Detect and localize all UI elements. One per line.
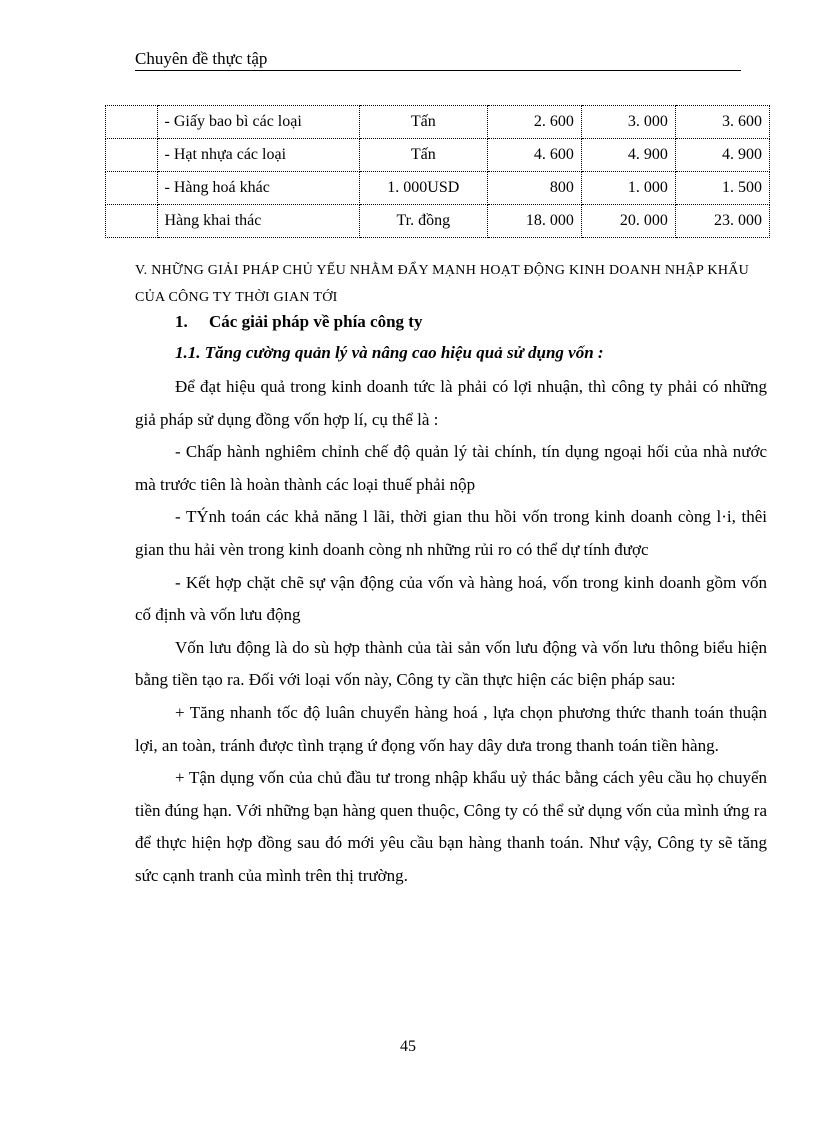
table-cell: 2. 600 [487, 106, 581, 139]
table-cell: 4. 900 [581, 139, 675, 172]
table-cell [106, 205, 158, 238]
table-row [106, 139, 770, 172]
paragraph: + Tận dụng vốn của chủ đầu tư trong nhập khẩu uỷ thác bằng cách yêu cầu họ chuyển tiền đúng hạn. Với những bạn hàng quen thuộc, Công ty có thể sử dụng vốn của mình ứng ra để thực hiện hợp đồng sau đó mới yêu cầu bạn hàng thanh toán. Như vậy, Công ty sẽ tăng sức cạnh tranh của mình trên thị trường. [135, 768, 767, 885]
table-cell: 18. 000 [487, 205, 581, 238]
body-text [135, 371, 767, 893]
table-row [106, 172, 770, 205]
table-cell [106, 172, 158, 205]
table-cell: - Hàng hoá khác [157, 172, 359, 205]
table-cell: 3. 000 [581, 106, 675, 139]
sub-heading [175, 312, 422, 332]
paragraph: - Chấp hành nghiêm chỉnh chế độ quản lý tài chính, tín dụng ngoại hối của nhà nước mà trước tiên là hoàn thành các loại thuế phải nộp [135, 442, 767, 494]
section-title: V. NHỮNG GIẢI PHÁP CHỦ YẾU NHẰM ĐẨY MẠNH HOẠT ĐỘNG KINH DOANH NHẬP KHẨU CỦA CÔNG TY THỜI GIAN TỚI [135, 263, 750, 305]
table-cell: - Giấy bao bì các loại [157, 106, 359, 139]
table-cell: 800 [487, 172, 581, 205]
sub-heading-text: Các giải pháp về phía công ty [209, 312, 423, 331]
table-cell: 1. 000 [581, 172, 675, 205]
table-cell: Tấn [359, 106, 487, 139]
table-cell: 3. 600 [675, 106, 769, 139]
paragraph: Vốn lưu động là do sù hợp thành của tài sản vốn lưu động và vốn lưu thông biểu hiện bằng tiền tạo ra. Đối với loại vốn này, Công ty cần thực hiện các biện pháp sau: [135, 637, 767, 690]
paragraph: + Tăng nhanh tốc độ luân chuyển hàng hoá , lựa chọn phương thức thanh toán thuận lợi, an toàn, tránh được tình trạng ứ đọng vốn hay dây dưa trong thanh toán tiền hàng. [135, 702, 767, 755]
running-header: Chuyên đề thực tập [135, 49, 268, 68]
page-number: 45 [400, 1038, 416, 1055]
header-rule [135, 70, 741, 71]
table-cell: Hàng khai thác [157, 205, 359, 238]
table-cell: 4. 900 [675, 139, 769, 172]
table-cell: Tấn [359, 139, 487, 172]
table-cell: 1. 500 [675, 172, 769, 205]
table-cell: Tr. đồng [359, 205, 487, 238]
goods-table [105, 105, 770, 238]
table-cell [106, 106, 158, 139]
table-cell [106, 139, 158, 172]
table-cell: 20. 000 [581, 205, 675, 238]
table-cell: 4. 600 [487, 139, 581, 172]
paragraph: Để đạt hiệu quả trong kinh doanh tức là phải có lợi nhuận, thì công ty phải có những giả pháp sử dụng đồng vốn hợp lí, cụ thể là : [135, 377, 767, 429]
table-row [106, 205, 770, 238]
table-cell: - Hạt nhựa các loại [157, 139, 359, 172]
table-cell: 1. 000USD [359, 172, 487, 205]
subsection-heading: 1.1. Tăng cường quản lý và nâng cao hiệu quả sử dụng vốn : [175, 343, 604, 362]
paragraph: - TÝnh toán các khả năng l lãi, thời gian thu hồi vốn trong kinh doanh còng l·i, thêi gian thu hải vèn trong kinh doanh còng nh những rủi ro có thể dự tính được [135, 507, 767, 559]
sub-heading-number: 1. [175, 312, 188, 331]
table-row [106, 106, 770, 139]
paragraph: - Kết hợp chặt chẽ sự vận động của vốn và hàng hoá, vốn trong kinh doanh gồm vốn cố định và vốn lưu động [135, 572, 767, 625]
table-cell: 23. 000 [675, 205, 769, 238]
